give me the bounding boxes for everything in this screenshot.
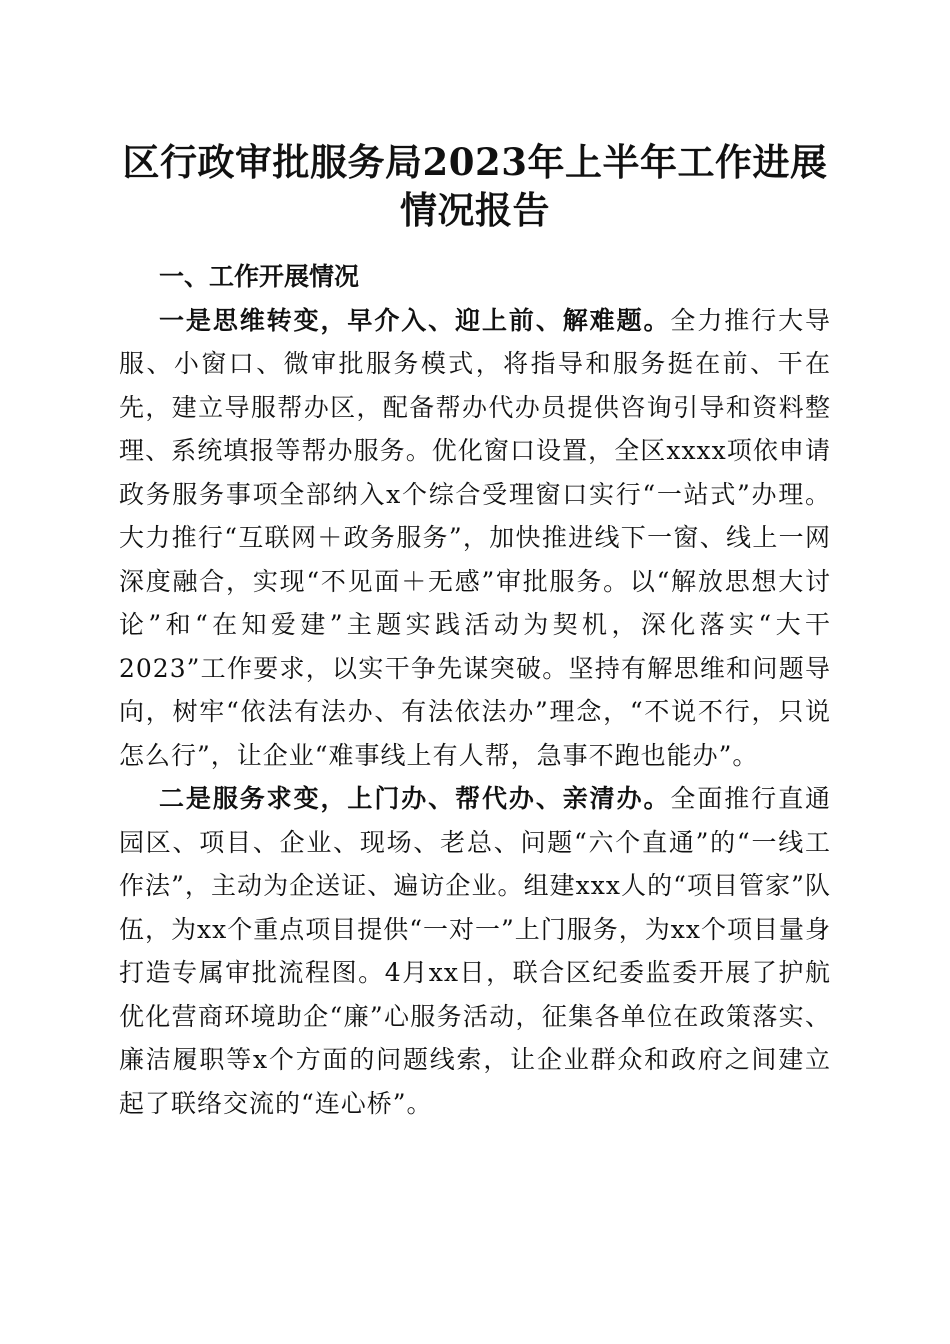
paragraph-2 — [119, 777, 831, 1125]
document-body — [119, 255, 831, 1125]
paragraph-1 — [119, 299, 831, 778]
document-title: 区行政审批服务局2023年上半年工作进展情况报告 — [122, 140, 828, 232]
section-heading: 一、工作开展情况 — [159, 262, 360, 291]
paragraph-2-body: 全面推行直通园区、项目、企业、现场、老总、问题“六个直通”的“一线工作法”，主动为企送证、遍访企业。组建xxx人的“项目管家”队伍，为xx个重点项目提供“一对一”上门服务，为xx个项目量身打造专属审批流程图。4月xx日，联合区纪委监委开展了护航优化营商环境助企“廉”心服务活动，征集各单位在政策落实、廉洁履职等x个方面的问题线索，让企业群众和政府之间建立起了联络交流的“连心桥”。 — [119, 784, 831, 1118]
paragraph-2-lead: 二是服务求变，上门办、帮代办、亲清办。 — [159, 784, 671, 813]
paragraph-1-body: 全力推行大导服、小窗口、微审批服务模式，将指导和服务挺在前、干在先，建立导服帮办区，配备帮办代办员提供咨询引导和资料整理、系统填报等帮办服务。优化窗口设置，全区xxxx项依申请政务服务事项全部纳入x个综合受理窗口实行“一站式”办理。大力推行“互联网＋政务服务”，加快推进线下一窗、线上一网深度融合，实现“不见面＋无感”审批服务。以“解放思想大讨论”和“在知爱建”主题实践活动为契机，深化落实“大干2023”工作要求，以实干争先谋突破。坚持有解思维和问题导向，树牢“依法有法办、有法依法办”理念，“不说不行，只说怎么行”，让企业“难事线上有人帮，急事不跑也能办”。 — [119, 305, 831, 770]
paragraph-1-lead: 一是思维转变，早介入、迎上前、解难题。 — [159, 305, 671, 335]
